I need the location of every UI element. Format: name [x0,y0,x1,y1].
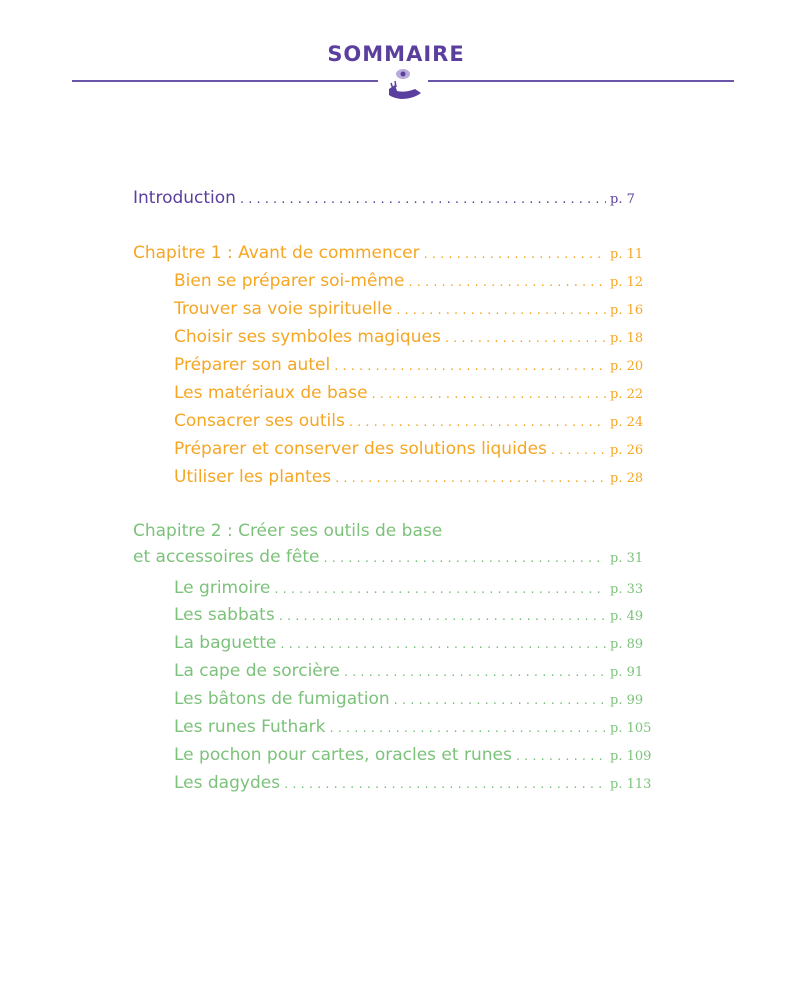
toc-entry[interactable] [133,188,666,208]
toc-entry[interactable] [174,773,666,793]
page-number: p. 89 [610,637,644,652]
page-number: p. 49 [610,609,644,624]
entry-title: Introduction [133,188,236,208]
entry-title: Trouver sa voie spirituelle [174,299,393,319]
entry-title: Les sabbats [174,605,275,625]
dot-leader [324,551,607,566]
entry-title: Consacrer ses outils [174,411,345,431]
entry-title: Préparer et conserver des solutions liquides [174,439,547,459]
entry-title: La baguette [174,633,277,653]
hand-eye-icon [381,67,425,103]
toc-entry[interactable] [174,327,666,347]
toc-entry[interactable] [174,411,666,431]
toc-entry[interactable] [174,633,666,653]
dot-leader [349,415,606,430]
dot-leader [445,331,606,346]
toc-entry[interactable] [174,355,666,375]
entry-title: Utiliser les plantes [174,467,332,487]
page-number: p. 26 [610,443,644,458]
page-title: SOMMAIRE [327,42,465,66]
toc-entry[interactable] [174,299,666,319]
page-number: p. 7 [610,192,635,207]
page-number: p. 109 [610,749,652,764]
entry-title: La cape de sorcière [174,661,340,681]
entry-title: et accessoires de fête [133,547,320,567]
dot-leader [394,693,606,708]
page-number: p. 12 [610,275,644,290]
page-number: p. 33 [610,582,644,597]
dot-leader [334,359,606,374]
entry-title: Bien se préparer soi-même [174,271,405,291]
toc-entry[interactable] [174,383,666,403]
toc-entry[interactable] [133,521,442,541]
toc-entry[interactable] [174,271,666,291]
divider-left [72,80,378,82]
dot-leader [329,721,606,736]
dot-leader [240,192,606,207]
entry-title: Les matériaux de base [174,383,368,403]
page-number: p. 91 [610,665,644,680]
dot-leader [408,275,606,290]
dot-leader [280,637,606,652]
entry-title: Les dagydes [174,773,281,793]
page-number: p. 99 [610,693,644,708]
toc-entry[interactable] [133,243,666,263]
page-number: p. 31 [610,551,644,566]
page-number: p. 24 [610,415,644,430]
dot-leader [516,749,606,764]
toc-entry[interactable] [174,717,666,737]
dot-leader [396,303,606,318]
page-number: p. 105 [610,721,652,736]
entry-title: Le grimoire [174,578,271,598]
toc-entry[interactable] [174,605,666,625]
entry-title: Le pochon pour cartes, oracles et runes [174,745,512,765]
dot-leader [284,777,606,792]
toc-entry[interactable] [133,547,666,567]
entry-title: Choisir ses symboles magiques [174,327,441,347]
toc-entry[interactable] [174,661,666,681]
dot-leader [551,443,606,458]
toc-entry[interactable] [174,467,666,487]
toc-entry[interactable] [174,578,666,598]
page-number: p. 28 [610,471,644,486]
page-number: p. 11 [610,247,644,262]
toc-entry[interactable] [174,689,666,709]
entry-title: Préparer son autel [174,355,331,375]
dot-leader [372,387,606,402]
dot-leader [279,609,606,624]
dot-leader [335,471,606,486]
toc-entry[interactable] [174,439,666,459]
dot-leader [274,582,606,597]
dot-leader [344,665,606,680]
page-number: p. 22 [610,387,644,402]
entry-title: Les bâtons de fumigation [174,689,390,709]
page-number: p. 113 [610,777,652,792]
divider-right [428,80,734,82]
page-number: p. 20 [610,359,644,374]
page-number: p. 16 [610,303,644,318]
toc-entry[interactable] [174,745,666,765]
page-number: p. 18 [610,331,644,346]
dot-leader [424,247,606,262]
entry-title: Chapitre 1 : Avant de commencer [133,243,420,263]
entry-title: Chapitre 2 : Créer ses outils de base [133,521,443,541]
entry-title: Les runes Futhark [174,717,326,737]
